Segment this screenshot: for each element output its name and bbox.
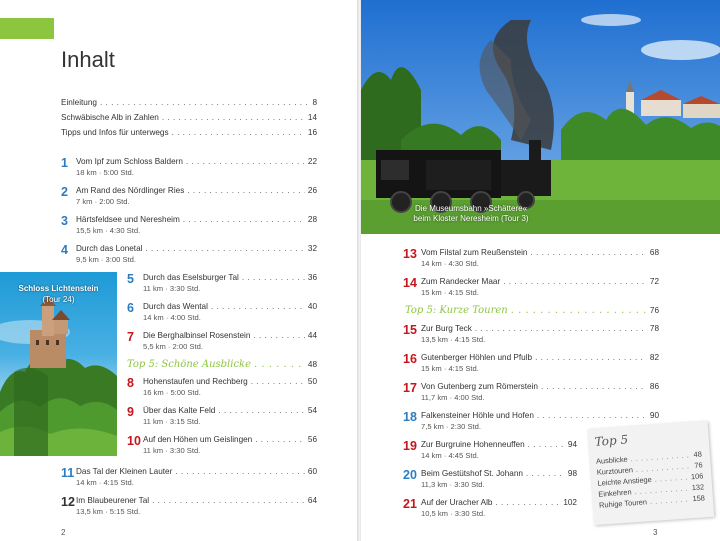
tour-duration: · 4:15 Std.	[98, 478, 134, 487]
tour-duration: · 3:30 Std.	[450, 509, 486, 518]
tour-page: 86	[649, 382, 659, 391]
tour-title: Gutenberger Höhlen und Pfulb	[421, 353, 533, 362]
tour-title: Zum Randecker Maar	[421, 277, 501, 286]
tour-page: 40	[307, 302, 317, 311]
tour-duration: · 5:15 Std.	[105, 507, 141, 516]
tour-page: 68	[649, 248, 659, 257]
tour-distance: 15 km	[421, 288, 442, 297]
tour-title: Über das Kalte Feld	[143, 406, 216, 415]
tour-page: 78	[649, 324, 659, 333]
tour-page: 72	[649, 277, 659, 286]
tour-title: Durch das Wental	[143, 302, 208, 311]
intro-page: 8	[312, 98, 317, 107]
tour-page: 36	[307, 273, 317, 282]
top5-entry	[127, 359, 317, 370]
tour-number: 1	[61, 156, 68, 170]
tour-duration: · 5:00 Std.	[98, 168, 134, 177]
tour-number: 18	[403, 410, 417, 424]
tour-distance: 11,7 km	[421, 393, 448, 402]
intro-entry	[61, 128, 317, 137]
tour-duration: · 4:15 Std.	[450, 335, 486, 344]
note-item-label: Ausblicke	[595, 454, 628, 466]
tour-duration: · 4:45 Std.	[443, 451, 479, 460]
right-page	[361, 0, 720, 541]
tour-duration: · 4:30 Std.	[105, 226, 141, 235]
tour-distance: 14 km	[421, 259, 442, 268]
tour-distance: 10,5 km	[421, 509, 449, 518]
tour-duration: · 3:00 Std.	[100, 255, 136, 264]
chapter-tab	[0, 18, 54, 39]
tour-distance: 13,5 km	[421, 335, 449, 344]
tour-title: Vom Filstal zum Reußenstein	[421, 248, 528, 257]
tour-number: 14	[403, 276, 417, 290]
tour-distance: 16 km	[143, 388, 164, 397]
tour-duration: · 4:15 Std.	[443, 288, 479, 297]
note-item-label: Leichte Anstiege	[597, 474, 653, 488]
tour-title: Von Gutenberg zum Römerstein	[421, 382, 538, 391]
tour-title: Durch das Eselsburger Tal	[143, 273, 239, 282]
tour-title: Die Berghalbinsel Rosenstein	[143, 331, 251, 340]
tour-number: 15	[403, 323, 417, 337]
note-item-page: 76	[694, 460, 703, 470]
tour-title: Das Tal der Kleinen Lauter	[76, 467, 173, 476]
tour-duration: · 3:30 Std.	[165, 446, 201, 455]
tour-distance: 15 km	[421, 364, 442, 373]
tour-distance: 11 km	[143, 417, 164, 426]
tour-duration: · 2:30 Std.	[445, 422, 481, 431]
tour-page: 90	[649, 411, 659, 420]
tour-page: 102	[563, 498, 577, 507]
tour-distance: 14 km	[76, 478, 97, 487]
tour-duration: · 4:00 Std.	[165, 313, 201, 322]
photo-caption: Die Museumsbahn »Schättere«	[414, 204, 528, 213]
intro-entry	[61, 98, 317, 107]
tour-number: 20	[403, 468, 417, 482]
tour-page: 44	[307, 331, 317, 340]
tour-number: 9	[127, 405, 134, 419]
tour-duration: · 4:30 Std.	[443, 259, 479, 268]
castle-photo	[0, 272, 117, 456]
top5-page: 48	[307, 360, 317, 369]
tour-number: 13	[403, 247, 417, 261]
tour-distance: 14 km	[421, 451, 442, 460]
train-illustration	[361, 0, 720, 234]
tour-title: Auf der Uracher Alb	[421, 498, 493, 507]
tour-page: 94	[567, 440, 577, 449]
tour-page: 26	[307, 186, 317, 195]
tour-page: 60	[307, 467, 317, 476]
tour-title: Im Blaubeurener Tal	[76, 496, 150, 505]
tour-title: Falkensteiner Höhle und Hofen	[421, 411, 534, 420]
tour-distance: 9,5 km	[76, 255, 99, 264]
tour-distance: 18 km	[76, 168, 97, 177]
tour-duration: · 2:00 Std.	[167, 342, 203, 351]
intro-page: 14	[307, 113, 317, 122]
page-number: 2	[61, 528, 66, 537]
train-photo	[361, 0, 720, 234]
top5-label: Top 5: Schöne Ausblicke	[127, 359, 252, 370]
tour-title: Am Rand des Nördlinger Ries	[76, 186, 185, 195]
note-title: Top 5	[594, 432, 629, 449]
tour-number: 2	[61, 185, 68, 199]
tour-number: 3	[61, 214, 68, 228]
tour-title: Hohenstaufen und Rechberg	[143, 377, 248, 386]
tour-number: 7	[127, 330, 134, 344]
tour-number: 19	[403, 439, 417, 453]
tour-number: 17	[403, 381, 417, 395]
note-item-page: 132	[691, 482, 705, 493]
intro-entry	[61, 113, 317, 122]
tour-duration: · 3:15 Std.	[165, 417, 201, 426]
intro-label: Schwäbische Alb in Zahlen	[61, 113, 159, 122]
tour-distance: 7,5 km	[421, 422, 444, 431]
top5-note-card	[588, 421, 714, 525]
tour-duration: · 3:30 Std.	[449, 480, 485, 489]
tour-page: 56	[307, 435, 317, 444]
tour-distance: 11 km	[143, 284, 164, 293]
tour-number: 16	[403, 352, 417, 366]
note-item-page: 106	[690, 471, 704, 482]
tour-number: 11	[61, 466, 75, 480]
tour-duration: · 4:00 Std.	[449, 393, 485, 402]
top5-label: Top 5: Kurze Touren	[405, 305, 508, 316]
tour-number: 4	[61, 243, 68, 257]
tour-page: 82	[649, 353, 659, 362]
top5-entry	[405, 305, 659, 316]
tour-page: 22	[307, 157, 317, 166]
page-number: 3	[653, 528, 658, 537]
tour-page: 64	[307, 496, 317, 505]
tour-title: Zur Burgruine Hohenneuffen	[421, 440, 525, 449]
note-item-label: Kurztouren	[596, 465, 634, 477]
intro-page: 16	[307, 128, 317, 137]
tour-distance: 7 km	[76, 197, 93, 206]
note-item-label: Einkehren	[598, 487, 632, 499]
tour-title: Auf den Höhen um Geislingen	[143, 435, 253, 444]
tour-title: Zur Burg Teck	[421, 324, 472, 333]
photo-caption: Schloss Lichtenstein	[18, 284, 99, 293]
tour-distance: 13,5 km	[76, 507, 104, 516]
tour-distance: 5,5 km	[143, 342, 166, 351]
intro-label: Tipps und Infos für unterwegs	[61, 128, 169, 137]
tour-distance: 14 km	[143, 313, 164, 322]
photo-caption-tour: (Tour 24)	[42, 295, 75, 304]
tour-duration: · 5:00 Std.	[165, 388, 201, 397]
tour-title: Härtsfeldsee und Neresheim	[76, 215, 180, 224]
tour-page: 98	[567, 469, 577, 478]
tour-distance: 15,5 km	[76, 226, 104, 235]
tour-number: 5	[127, 272, 134, 286]
tour-distance: 11,3 km	[421, 480, 448, 489]
tour-number: 21	[403, 497, 417, 511]
top5-page: 76	[649, 306, 659, 315]
tour-page: 50	[307, 377, 317, 386]
left-page	[0, 0, 358, 541]
intro-label: Einleitung	[61, 98, 97, 107]
tour-number: 8	[127, 376, 134, 390]
tour-page: 54	[307, 406, 317, 415]
tour-duration: · 3:30 Std.	[165, 284, 201, 293]
tour-distance: 11 km	[143, 446, 164, 455]
tour-number: 6	[127, 301, 134, 315]
tour-title: Durch das Lonetal	[76, 244, 143, 253]
note-item-page: 158	[692, 493, 706, 504]
tour-number: 12	[61, 495, 75, 509]
tour-duration: · 4:15 Std.	[443, 364, 479, 373]
tour-title: Beim Gestütshof St. Johann	[421, 469, 523, 478]
tour-page: 32	[307, 244, 317, 253]
tour-page: 28	[307, 215, 317, 224]
page-title: Inhalt	[61, 47, 115, 72]
note-item-page: 48	[693, 449, 703, 459]
photo-caption-tour: beim Kloster Neresheim (Tour 3)	[413, 214, 529, 223]
tour-title: Vom Ipf zum Schloss Baldern	[76, 157, 183, 166]
tour-duration: · 2:00 Std.	[94, 197, 130, 206]
tour-number: 10	[127, 434, 141, 448]
note-item-label: Ruhige Touren	[598, 497, 648, 510]
